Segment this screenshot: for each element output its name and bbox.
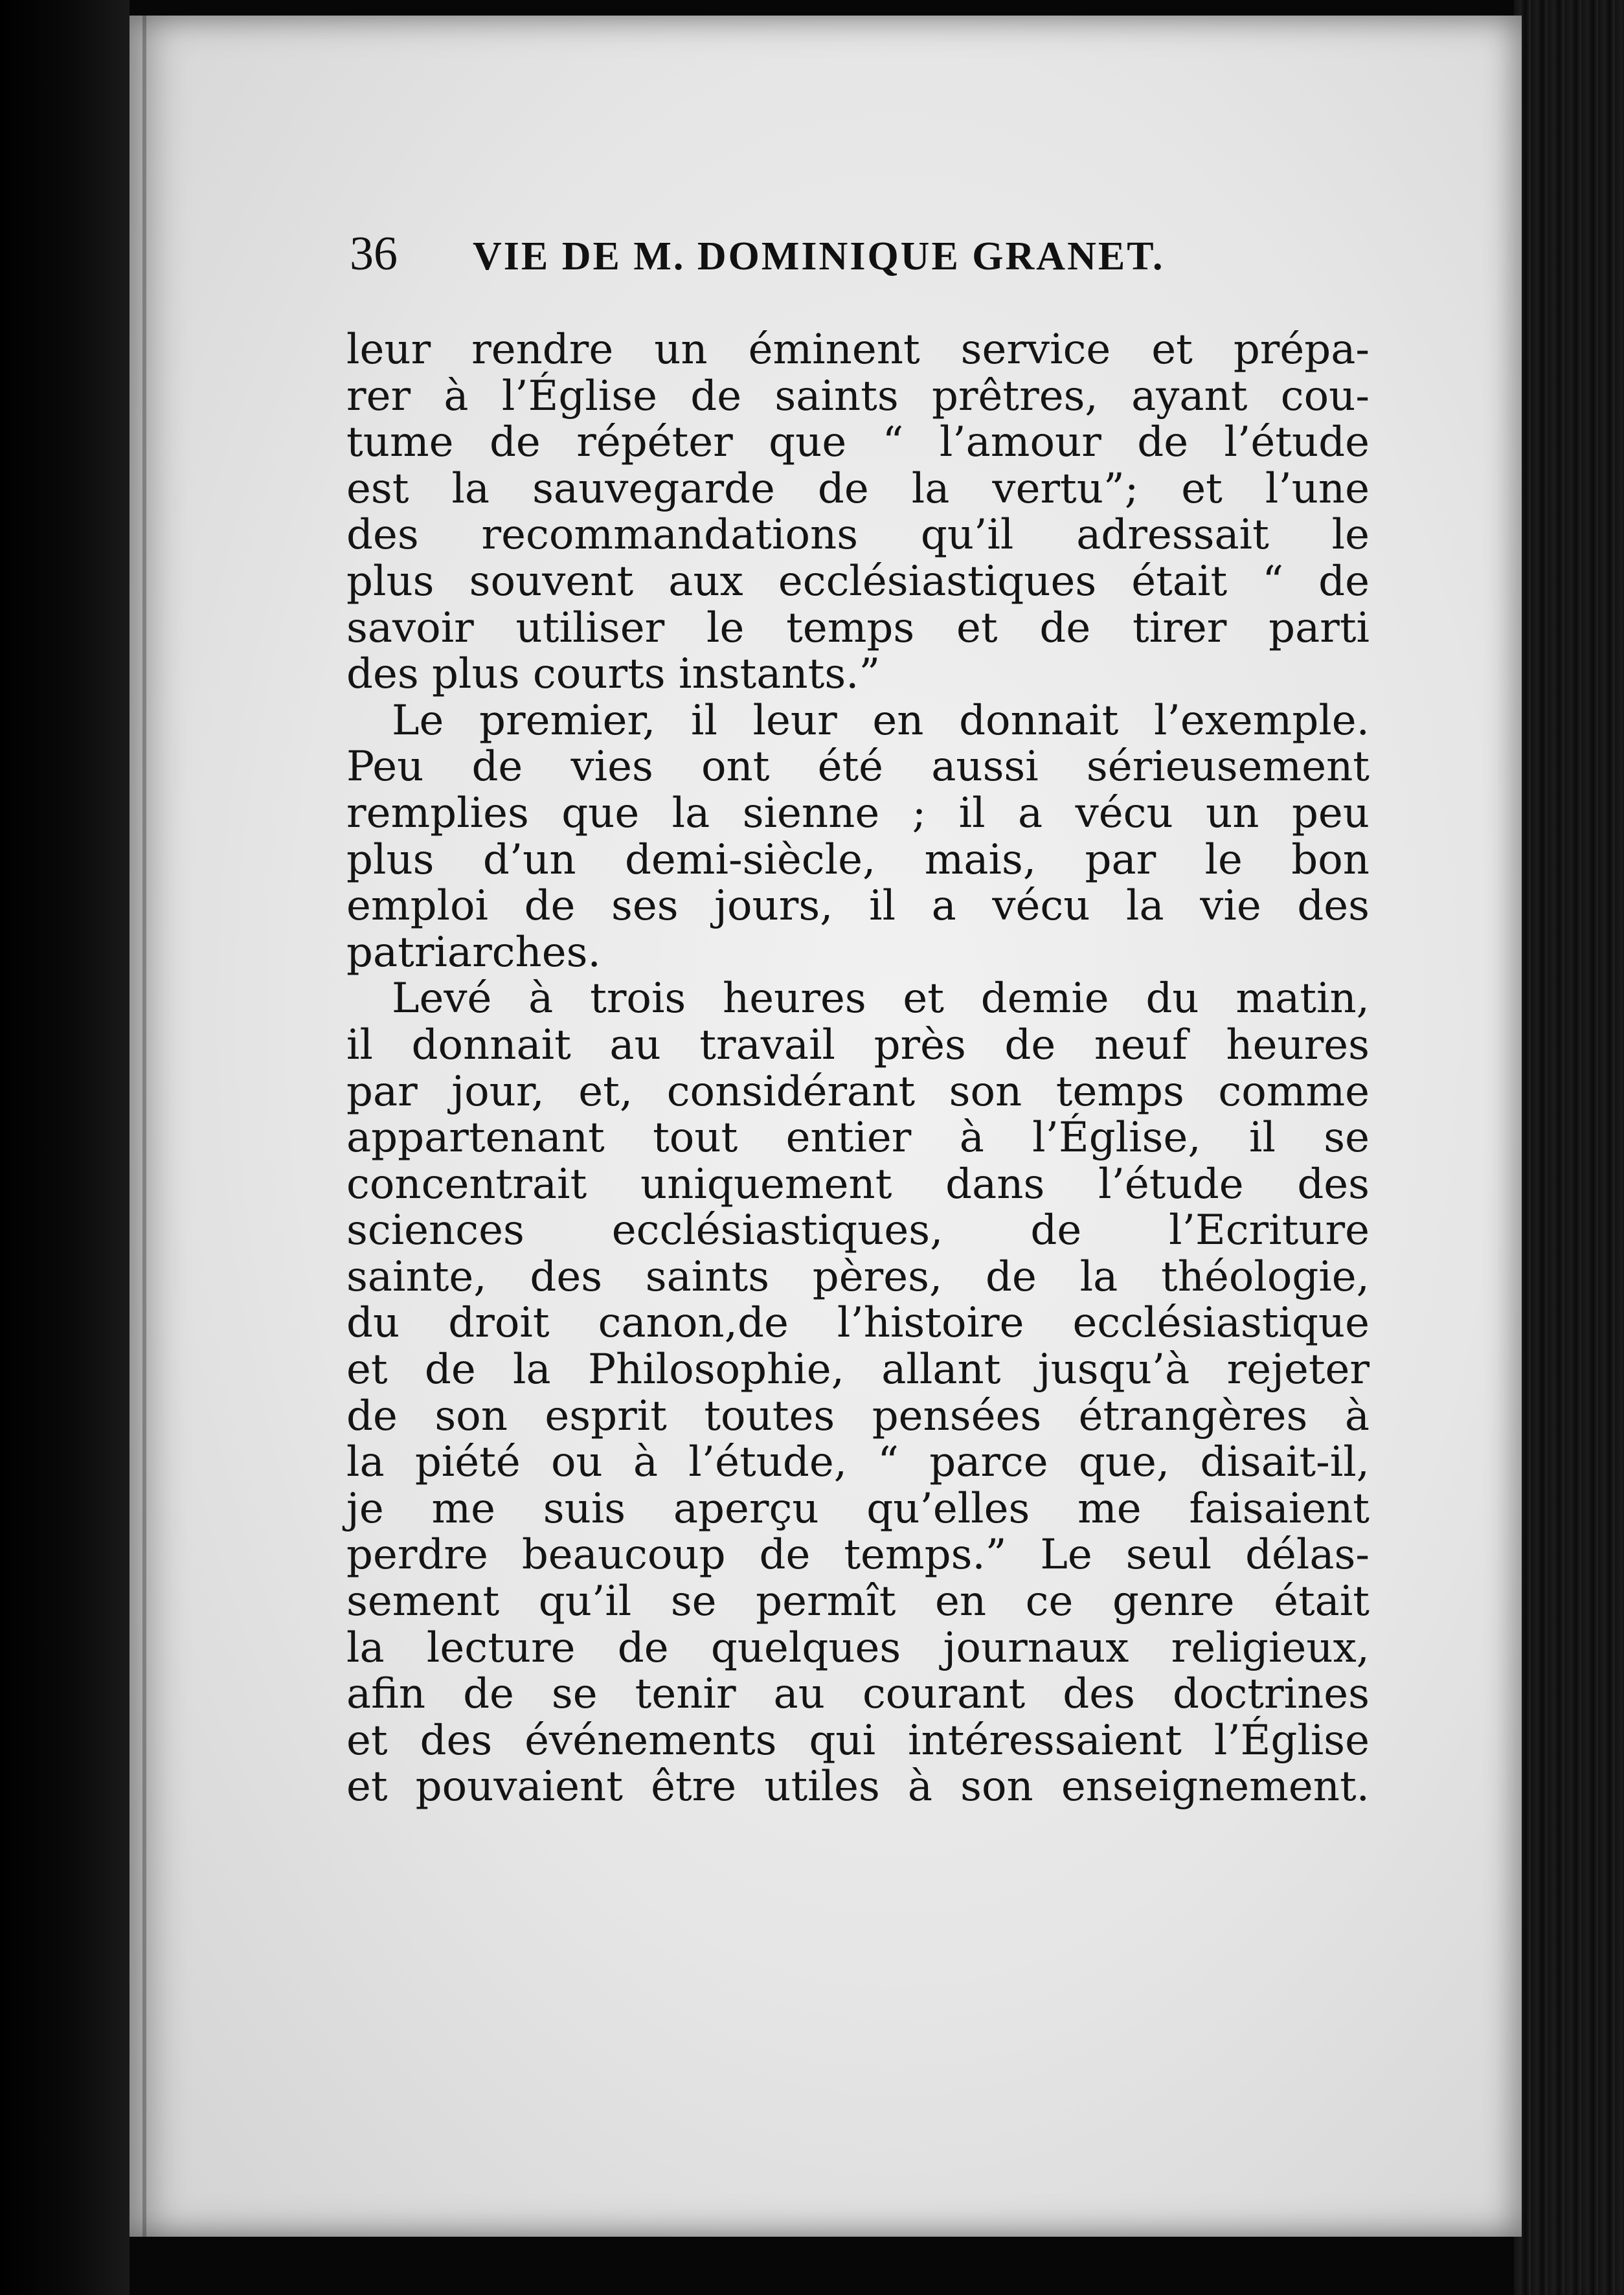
text-line: sainte, des saints pères, de la théologie, (346, 1252, 1370, 1301)
text-line: des plus courts instants.” (346, 650, 881, 699)
text-line: tume de répéter que “ l’amour de l’étude (346, 418, 1370, 467)
page-number: 36 (350, 227, 398, 280)
text-line: il donnait au travail près de neuf heures (346, 1021, 1370, 1069)
text-line: de son esprit toutes pensées étrangères à (346, 1392, 1370, 1440)
running-head: VIE DE M. DOMINIQUE GRANET. (473, 234, 1165, 278)
paragraph (346, 327, 1370, 698)
text-line: appartenant tout entier à l’Église, il se (346, 1114, 1370, 1162)
text-line: et de la Philosophie, allant jusqu’à rejeter (346, 1346, 1370, 1394)
text-line: plus d’un demi-siècle, mais, par le bon (346, 835, 1370, 884)
paragraph (346, 698, 1370, 977)
text-line: rer à l’Église de saints prêtres, ayant cou- (346, 372, 1370, 420)
text-line: leur rendre un éminent service et prépa- (346, 326, 1370, 374)
page-header (350, 227, 1282, 304)
text-line: la piété ou à l’étude, “ parce que, disait-il, (346, 1438, 1370, 1487)
paragraph (346, 976, 1370, 1811)
text-line: Le premier, il leur en donnait l’exemple. (392, 696, 1370, 745)
text-line: par jour, et, considérant son temps comme (346, 1067, 1370, 1116)
text-line: afin de se tenir au courant des doctrines (346, 1670, 1370, 1719)
text-line: des recommandations qu’il adressait le (346, 511, 1370, 560)
text-line: la lecture de quelques journaux religieux, (346, 1623, 1370, 1672)
body-text (346, 327, 1370, 1811)
text-line: est la sauvegarde de la vertu”; et l’une (346, 464, 1370, 513)
text-line: Levé à trois heures et demie du matin, (392, 975, 1370, 1023)
text-line: savoir utiliser le temps et de tirer parti (346, 604, 1370, 652)
text-line: sciences ecclésiastiques, de l’Ecriture (346, 1206, 1370, 1255)
text-line: emploi de ses jours, il a vécu la vie des (346, 882, 1370, 931)
text-line: du droit canon,de l’histoire ecclésiastique (346, 1299, 1370, 1348)
text-line: sement qu’il se permît en ce genre était (346, 1577, 1370, 1626)
text-line: patriarches. (346, 928, 601, 977)
text-line: perdre beaucoup de temps.” Le seul délas- (346, 1531, 1370, 1579)
text-line: je me suis aperçu qu’elles me faisaient (346, 1484, 1370, 1533)
text-line: et des événements qui intéressaient l’Église (346, 1716, 1370, 1765)
text-line: et pouvaient être utiles à son enseignement. (346, 1763, 1370, 1811)
text-line: remplies que la sienne ; il a vécu un peu (346, 789, 1370, 837)
text-line: concentrait uniquement dans l’étude des (346, 1160, 1370, 1208)
page-fold-line (142, 16, 146, 2237)
text-line: Peu de vies ont été aussi sérieusement (346, 743, 1370, 791)
text-line: plus souvent aux ecclésiastiques était “ de (346, 557, 1370, 605)
page-edges-stack (1514, 0, 1624, 2295)
book-spine-shadow (0, 0, 130, 2295)
